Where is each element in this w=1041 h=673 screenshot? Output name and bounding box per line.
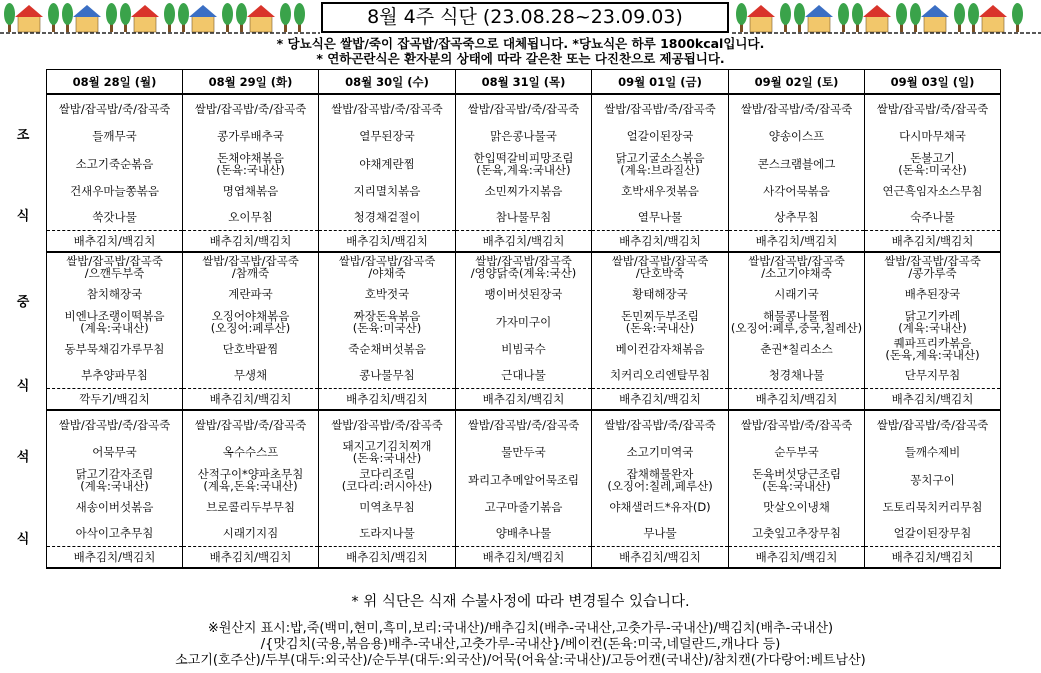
dinner-row	[47, 466, 1001, 493]
menu-item: 도토리묵치커리무침	[865, 493, 1001, 520]
tree-icon	[236, 3, 247, 25]
day-header-row	[47, 70, 1001, 95]
menu-item: 순두부국	[729, 438, 865, 466]
house-icon	[250, 16, 272, 32]
menu-item: 도라지나물	[319, 520, 456, 547]
menu-item: 맑은콩나물국	[456, 122, 592, 150]
menu-item: 얼갈이된장국	[592, 122, 729, 150]
menu-item: 고구마줄기볶음	[456, 493, 592, 520]
house-icon	[192, 16, 214, 32]
menu-item: 쌀밥/잡곡밥/죽/잡곡죽	[865, 94, 1001, 122]
tree-icon	[106, 3, 117, 25]
menu-item: 야채계란찜	[319, 150, 456, 177]
lunch-row	[47, 362, 1001, 389]
menu-item: 시래기지짐	[183, 520, 319, 547]
roof-icon	[747, 5, 775, 17]
menu-item: 짜장돈육볶음 (돈육:미국산)	[319, 308, 456, 335]
house-icon	[808, 16, 830, 32]
menu-item: 배추김치/백김치	[729, 389, 865, 411]
breakfast-row	[47, 150, 1001, 177]
menu-item: 단무지무침	[865, 362, 1001, 389]
dinner-row	[47, 493, 1001, 520]
breakfast-row	[47, 94, 1001, 122]
tree-icon	[280, 3, 291, 25]
roof-icon	[189, 5, 217, 17]
tree-trunk-icon	[168, 24, 171, 32]
menu-item: 계란파국	[183, 280, 319, 308]
menu-item: 콘스크램블에그	[729, 150, 865, 177]
meal-label-breakfast: 식	[16, 209, 30, 224]
menu-item: 콩가루배추국	[183, 122, 319, 150]
tree-trunk-icon	[856, 24, 859, 32]
tree-icon	[736, 3, 747, 25]
menu-item: 참치해장국	[47, 280, 183, 308]
breakfast-row	[47, 231, 1001, 253]
menu-item: 쌀밥/잡곡밥/죽/잡곡죽	[729, 410, 865, 438]
menu-item: 호박새우젓볶음	[592, 177, 729, 204]
menu-item: 쌀밥/잡곡밥/죽/잡곡죽	[456, 94, 592, 122]
menu-item: 오징어야채볶음 (오징어:페루산)	[183, 308, 319, 335]
menu-item: 배추김치/백김치	[865, 389, 1001, 411]
menu-item: 배추김치/백김치	[47, 231, 183, 253]
tree-trunk-icon	[298, 24, 301, 32]
menu-item: 열무된장국	[319, 122, 456, 150]
menu-item: 호박젓국	[319, 280, 456, 308]
menu-item: 쌀밥/잡곡밥/죽/잡곡죽	[592, 94, 729, 122]
menu-item: 팽이버섯된장국	[456, 280, 592, 308]
menu-item: 죽순채버섯볶음	[319, 335, 456, 362]
menu-item: 돈육버섯당근조림 (돈육:국내산)	[729, 466, 865, 493]
roof-icon	[979, 5, 1007, 17]
day-header: 09월 03일 (일)	[865, 70, 1001, 95]
tree-trunk-icon	[226, 24, 229, 32]
tree-trunk-icon	[284, 24, 287, 32]
menu-item: 쌀밥/잡곡밥/죽/잡곡죽	[319, 94, 456, 122]
menu-item: 쌀밥/잡곡밥/잡곡죽 /콩가루죽	[865, 252, 1001, 280]
meal-label-dinner: 식	[16, 532, 30, 547]
tree-trunk-icon	[182, 24, 185, 32]
day-header: 08월 31일 (목)	[456, 70, 592, 95]
menu-item: 쌀밥/잡곡밥/잡곡죽 /참깨죽	[183, 252, 319, 280]
menu-item: 쌀밥/잡곡밥/죽/잡곡죽	[865, 410, 1001, 438]
menu-item: 오이무침	[183, 204, 319, 231]
menu-item: 쌀밥/잡곡밥/죽/잡곡죽	[319, 410, 456, 438]
menu-item: 닭고기카레 (계육:국내산)	[865, 308, 1001, 335]
tree-trunk-icon	[784, 24, 787, 32]
menu-item: 무생채	[183, 362, 319, 389]
menu-item: 명엽채볶음	[183, 177, 319, 204]
notice-dysphagia: * 연하곤란식은 환자분의 상태에 따라 갈은찬 또는 다진찬으로 제공됩니다.	[316, 51, 725, 66]
roof-icon	[247, 5, 275, 17]
menu-item: 춘권*칠리소스	[729, 335, 865, 362]
menu-item: 돈불고기 (돈육:미국산)	[865, 150, 1001, 177]
roof-icon	[15, 5, 43, 17]
notice-diabetes: * 당뇨식은 쌀밥/죽이 잡곡밥/잡곡죽으로 대체됩니다. *당뇨식은 하루 1800kcal입니다.	[276, 36, 765, 51]
tree-icon	[222, 3, 233, 25]
roof-icon	[805, 5, 833, 17]
menu-item: 퀘파프리카볶음 (돈육,계육:국내산)	[865, 335, 1001, 362]
tree-trunk-icon	[900, 24, 903, 32]
breakfast-row	[47, 122, 1001, 150]
lunch-row	[47, 335, 1001, 362]
menu-item: 얼갈이된장무침	[865, 520, 1001, 547]
menu-item: 소고기미역국	[592, 438, 729, 466]
menu-item: 열무나물	[592, 204, 729, 231]
tree-icon	[178, 3, 189, 25]
tree-icon	[896, 3, 907, 25]
dinner-row	[47, 410, 1001, 438]
tree-trunk-icon	[110, 24, 113, 32]
menu-item: 배추김치/백김치	[47, 547, 183, 569]
menu-item: 쌀밥/잡곡밥/죽/잡곡죽	[183, 410, 319, 438]
menu-item: 부추양파무침	[47, 362, 183, 389]
tree-icon	[120, 3, 131, 25]
house-icon	[750, 16, 772, 32]
menu-item: 배추김치/백김치	[865, 231, 1001, 253]
lunch-row	[47, 389, 1001, 411]
menu-item: 양배추나물	[456, 520, 592, 547]
menu-item: 황태해장국	[592, 280, 729, 308]
tree-trunk-icon	[240, 24, 243, 32]
tree-trunk-icon	[740, 24, 743, 32]
menu-item: 콩나물무침	[319, 362, 456, 389]
menu-item: 코다리조림 (코다리:러시아산)	[319, 466, 456, 493]
menu-item: 깍두기/백김치	[47, 389, 183, 411]
day-header: 09월 02일 (토)	[729, 70, 865, 95]
menu-item: 비빔국수	[456, 335, 592, 362]
meal-label-lunch: 중	[16, 295, 30, 310]
menu-item: 지리멸치볶음	[319, 177, 456, 204]
tree-trunk-icon	[972, 24, 975, 32]
tree-trunk-icon	[124, 24, 127, 32]
menu-item: 쌀밥/잡곡밥/죽/잡곡죽	[456, 410, 592, 438]
menu-item: 브로콜리두부무침	[183, 493, 319, 520]
roof-icon	[131, 5, 159, 17]
menu-item: 어묵무국	[47, 438, 183, 466]
menu-item: 배추김치/백김치	[592, 231, 729, 253]
lunch-row	[47, 308, 1001, 335]
change-notice: * 위 식단은 식재 수불사정에 따라 변경될수 있습니다.	[351, 594, 690, 610]
menu-item: 청경채겉절이	[319, 204, 456, 231]
menu-item: 한입떡갈비피망조림 (돈육,계육:국내산)	[456, 150, 592, 177]
menu-item: 쌀밥/잡곡밥/잡곡죽 /단호박죽	[592, 252, 729, 280]
menu-item: 맛살오이냉채	[729, 493, 865, 520]
page-title: 8월 4주 식단 (23.08.28~23.09.03)	[321, 2, 729, 33]
tree-icon	[954, 3, 965, 25]
menu-item: 배추김치/백김치	[456, 547, 592, 569]
house-icon	[982, 16, 1004, 32]
tree-trunk-icon	[798, 24, 801, 32]
menu-item: 베이컨감자채볶음	[592, 335, 729, 362]
menu-item: 참나물무침	[456, 204, 592, 231]
tree-icon	[1012, 3, 1023, 25]
tree-icon	[968, 3, 979, 25]
tree-icon	[910, 3, 921, 25]
tree-icon	[4, 3, 15, 25]
menu-item: 단호박팥찜	[183, 335, 319, 362]
menu-item: 가자미구이	[456, 308, 592, 335]
menu-item: 비엔나조랭이떡볶음 (계육:국내산)	[47, 308, 183, 335]
menu-item: 쑥갓나물	[47, 204, 183, 231]
menu-item: 치커리오리엔탈무침	[592, 362, 729, 389]
menu-item: 사각어묵볶음	[729, 177, 865, 204]
house-icon	[134, 16, 156, 32]
day-header: 08월 29일 (화)	[183, 70, 319, 95]
menu-item: 옥수수스프	[183, 438, 319, 466]
village-banner-right	[732, 0, 1041, 34]
menu-item: 돈민찌두부조림 (돈육:국내산)	[592, 308, 729, 335]
dinner-row	[47, 438, 1001, 466]
lunch-row	[47, 280, 1001, 308]
menu-item: 배추김치/백김치	[183, 231, 319, 253]
menu-item: 꽁치구이	[865, 466, 1001, 493]
menu-item: 배추김치/백김치	[183, 547, 319, 569]
house-icon	[866, 16, 888, 32]
menu-item: 새송이버섯볶음	[47, 493, 183, 520]
menu-item: 들깨수제비	[865, 438, 1001, 466]
menu-item: 산적구이*양파초무침 (계육,돈육:국내산)	[183, 466, 319, 493]
menu-item: 배추김치/백김치	[592, 547, 729, 569]
menu-item: 배추김치/백김치	[729, 231, 865, 253]
house-icon	[924, 16, 946, 32]
tree-icon	[294, 3, 305, 25]
menu-item: 배추김치/백김치	[592, 389, 729, 411]
menu-item: 야채샐러드*유자(D)	[592, 493, 729, 520]
menu-item: 배추김치/백김치	[183, 389, 319, 411]
house-icon	[76, 16, 98, 32]
menu-item: 쌀밥/잡곡밥/잡곡죽 /영양닭죽(계육:국산)	[456, 252, 592, 280]
menu-item: 닭고기감자조림 (계육:국내산)	[47, 466, 183, 493]
menu-item: 양송이스프	[729, 122, 865, 150]
tree-trunk-icon	[914, 24, 917, 32]
tree-trunk-icon	[8, 24, 11, 32]
tree-icon	[62, 3, 73, 25]
meal-label-breakfast: 조	[16, 128, 30, 143]
menu-item: 배추김치/백김치	[865, 547, 1001, 569]
menu-item: 배추김치/백김치	[456, 231, 592, 253]
tree-icon	[48, 3, 59, 25]
menu-item: 돈채야채볶음 (돈육:국내산)	[183, 150, 319, 177]
tree-icon	[164, 3, 175, 25]
menu-item: 소고기죽순볶음	[47, 150, 183, 177]
menu-item: 잡채해물완자 (오징어:칠레,페루산)	[592, 466, 729, 493]
menu-item: 고춧잎고추장무침	[729, 520, 865, 547]
breakfast-row	[47, 177, 1001, 204]
dinner-row	[47, 547, 1001, 569]
origin-line-2: /{맛김치(국용,볶음용)배추-국내산,고춧가루-국내산}/베이컨(돈육:미국,네덜란드,캐나다 등)	[260, 637, 781, 652]
tree-trunk-icon	[66, 24, 69, 32]
day-header: 08월 30일 (수)	[319, 70, 456, 95]
tree-icon	[780, 3, 791, 25]
weekly-menu-table	[46, 69, 1001, 569]
menu-item: 쌀밥/잡곡밥/잡곡죽 /으깬두부죽	[47, 252, 183, 280]
menu-item: 배추김치/백김치	[319, 231, 456, 253]
menu-item: 다시마무채국	[865, 122, 1001, 150]
tree-trunk-icon	[1016, 24, 1019, 32]
menu-item: 아삭이고추무침	[47, 520, 183, 547]
meal-label-lunch: 식	[16, 379, 30, 394]
menu-item: 미역초무침	[319, 493, 456, 520]
menu-item: 숙주나물	[865, 204, 1001, 231]
dinner-row	[47, 520, 1001, 547]
menu-item: 배추된장국	[865, 280, 1001, 308]
menu-item: 들깨무국	[47, 122, 183, 150]
menu-item: 쌀밥/잡곡밥/잡곡죽 /소고기야채죽	[729, 252, 865, 280]
menu-item: 연근흑임자소스무침	[865, 177, 1001, 204]
lunch-row	[47, 252, 1001, 280]
menu-item: 건새우마늘쫑볶음	[47, 177, 183, 204]
menu-item: 무나물	[592, 520, 729, 547]
tree-icon	[794, 3, 805, 25]
menu-item: 꽈리고추메알어묵조림	[456, 466, 592, 493]
menu-item: 쌀밥/잡곡밥/죽/잡곡죽	[592, 410, 729, 438]
menu-item: 상추무침	[729, 204, 865, 231]
menu-item: 쌀밥/잡곡밥/잡곡죽 /야채죽	[319, 252, 456, 280]
origin-line-3: 소고기(호주산)/두부(대두:외국산)/순두부(대두:외국산)/어묵(어육살:국내산)/고등어캔(국내산)/참치캔(가다랑어:베트남산)	[175, 653, 866, 668]
roof-icon	[921, 5, 949, 17]
day-header: 09월 01일 (금)	[592, 70, 729, 95]
tree-trunk-icon	[958, 24, 961, 32]
tree-trunk-icon	[52, 24, 55, 32]
breakfast-row	[47, 204, 1001, 231]
menu-item: 돼지고기김치찌개 (돈육:국내산)	[319, 438, 456, 466]
menu-item: 해물콩나물찜 (오징어:페루,중국,칠레산)	[729, 308, 865, 335]
roof-icon	[73, 5, 101, 17]
meal-label-dinner: 석	[16, 450, 30, 465]
tree-trunk-icon	[842, 24, 845, 32]
tree-icon	[838, 3, 849, 25]
day-header: 08월 28일 (월)	[47, 70, 183, 95]
menu-item: 물만두국	[456, 438, 592, 466]
menu-item: 시래기국	[729, 280, 865, 308]
tree-icon	[852, 3, 863, 25]
menu-item: 근대나물	[456, 362, 592, 389]
origin-line-1: ※원산지 표시:밥,죽(백미,현미,흑미,보리:국내산)/배추김치(배추-국내산,고춧가루-국내산)/백김치(배추-국내산)	[207, 621, 834, 636]
menu-item: 닭고기굴소스볶음 (계육:브라질산)	[592, 150, 729, 177]
menu-item: 소민찌가지볶음	[456, 177, 592, 204]
house-icon	[18, 16, 40, 32]
menu-item: 쌀밥/잡곡밥/죽/잡곡죽	[183, 94, 319, 122]
menu-item: 배추김치/백김치	[319, 547, 456, 569]
menu-item: 배추김치/백김치	[319, 389, 456, 411]
menu-item: 쌀밥/잡곡밥/죽/잡곡죽	[729, 94, 865, 122]
village-banner-left	[0, 0, 320, 34]
menu-item: 쌀밥/잡곡밥/죽/잡곡죽	[47, 94, 183, 122]
menu-item: 배추김치/백김치	[456, 389, 592, 411]
menu-item: 쌀밥/잡곡밥/죽/잡곡죽	[47, 410, 183, 438]
menu-item: 청경채나물	[729, 362, 865, 389]
roof-icon	[863, 5, 891, 17]
menu-item: 동부묵채김가루무침	[47, 335, 183, 362]
menu-item: 배추김치/백김치	[729, 547, 865, 569]
